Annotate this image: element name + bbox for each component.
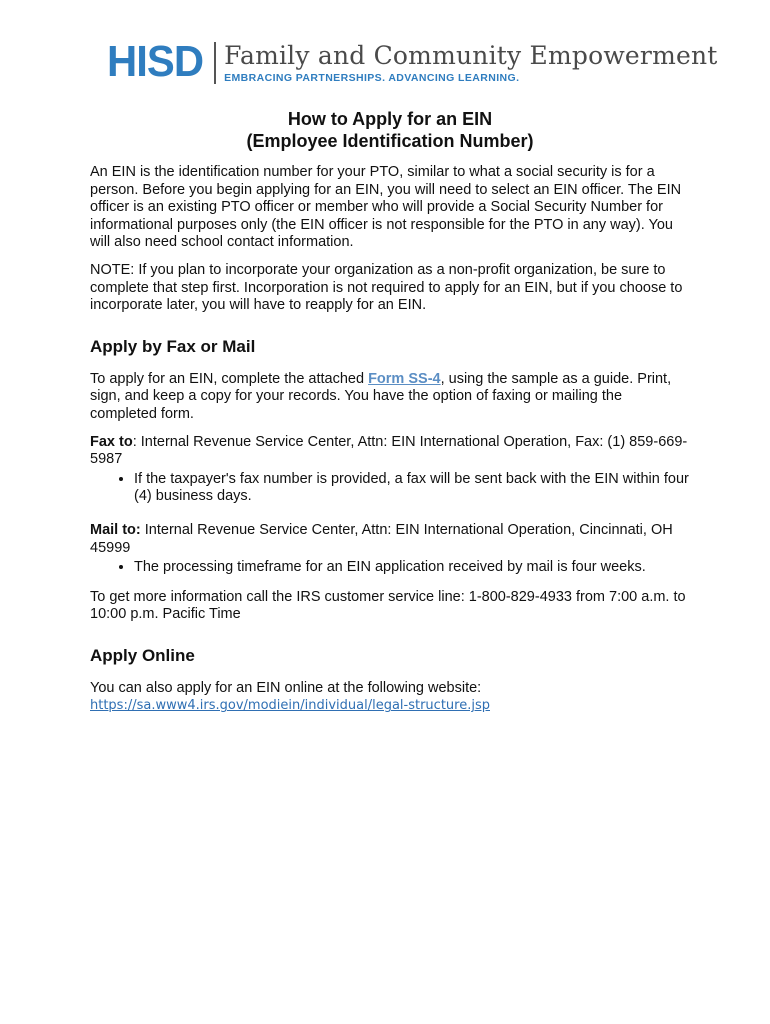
phone-info-paragraph: To get more information call the IRS customer service line: 1-800-829-4933 from 7:00 a.m. to 10:00 p.m. Pacific Time <box>90 588 686 623</box>
document-body <box>90 108 690 715</box>
logo-divider <box>214 42 216 84</box>
org-tagline: EMBRACING PARTNERSHIPS. ADVANCING LEARNING. <box>224 72 520 84</box>
form-ss4-link[interactable]: Form SS-4 <box>368 370 441 387</box>
org-title: Family and Community Empowerment <box>224 41 718 70</box>
note-paragraph: NOTE: If you plan to incorporate your organization as a non-profit organization, be sure to complete that step first. Incorporation is not required to apply for an EIN, but if you choose to incorporate later, you will have to reapply for an EIN. <box>90 261 683 314</box>
hisd-logo: HISD <box>107 37 204 86</box>
online-heading: Apply Online <box>90 645 195 665</box>
intro-paragraph: An EIN is the identification number for your PTO, similar to what a social security is for a person. Before you begin applying for an EIN, you will need to select an EIN officer. The EIN officer is an existing PTO officer or member who will provide a Social Security Number for informational purposes only (the EIN officer is not responsible for the PTO in any way). You will also need school contact information. <box>90 164 682 251</box>
fax-mail-heading: Apply by Fax or Mail <box>90 336 256 356</box>
page-header <box>107 37 718 90</box>
fax-mail-text-before: To apply for an EIN, complete the attached <box>90 370 369 387</box>
logo-text-block <box>224 40 717 84</box>
fax-text: : Internal Revenue Service Center, Attn: EIN International Operation, Fax: (1) 859-669-5987 <box>90 433 688 468</box>
mail-paragraph <box>90 522 690 557</box>
online-text: You can also apply for an EIN online at the following website: <box>90 679 482 696</box>
irs-online-url-link[interactable]: https://sa.www4.irs.gov/modiein/individual/legal-structure.jsp <box>90 698 490 714</box>
mail-bullet: • The processing timeframe for an EIN application received by mail is four weeks. <box>134 559 690 577</box>
document-title <box>90 108 690 152</box>
title-line-2: (Employee Identification Number) <box>246 131 534 151</box>
fax-mail-paragraph <box>90 371 690 424</box>
fax-bullet-list <box>90 471 690 506</box>
mail-label: Mail to: <box>90 521 141 538</box>
mail-bullet-list <box>90 559 690 577</box>
fax-bullet: • If the taxpayer's fax number is provided, a fax will be sent back with the EIN within four (4) business days. <box>134 471 690 506</box>
mail-text: Internal Revenue Service Center, Attn: EIN International Operation, Cincinnati, OH 45999 <box>90 521 673 556</box>
fax-label: Fax to <box>90 433 133 450</box>
fax-paragraph <box>90 434 690 469</box>
title-line-1: How to Apply for an EIN <box>287 109 493 129</box>
fax-mail-text-after: , using the sample as a guide. Print, sign, and keep a copy for your records. You have the option of faxing or mailing the completed form. <box>90 370 672 422</box>
